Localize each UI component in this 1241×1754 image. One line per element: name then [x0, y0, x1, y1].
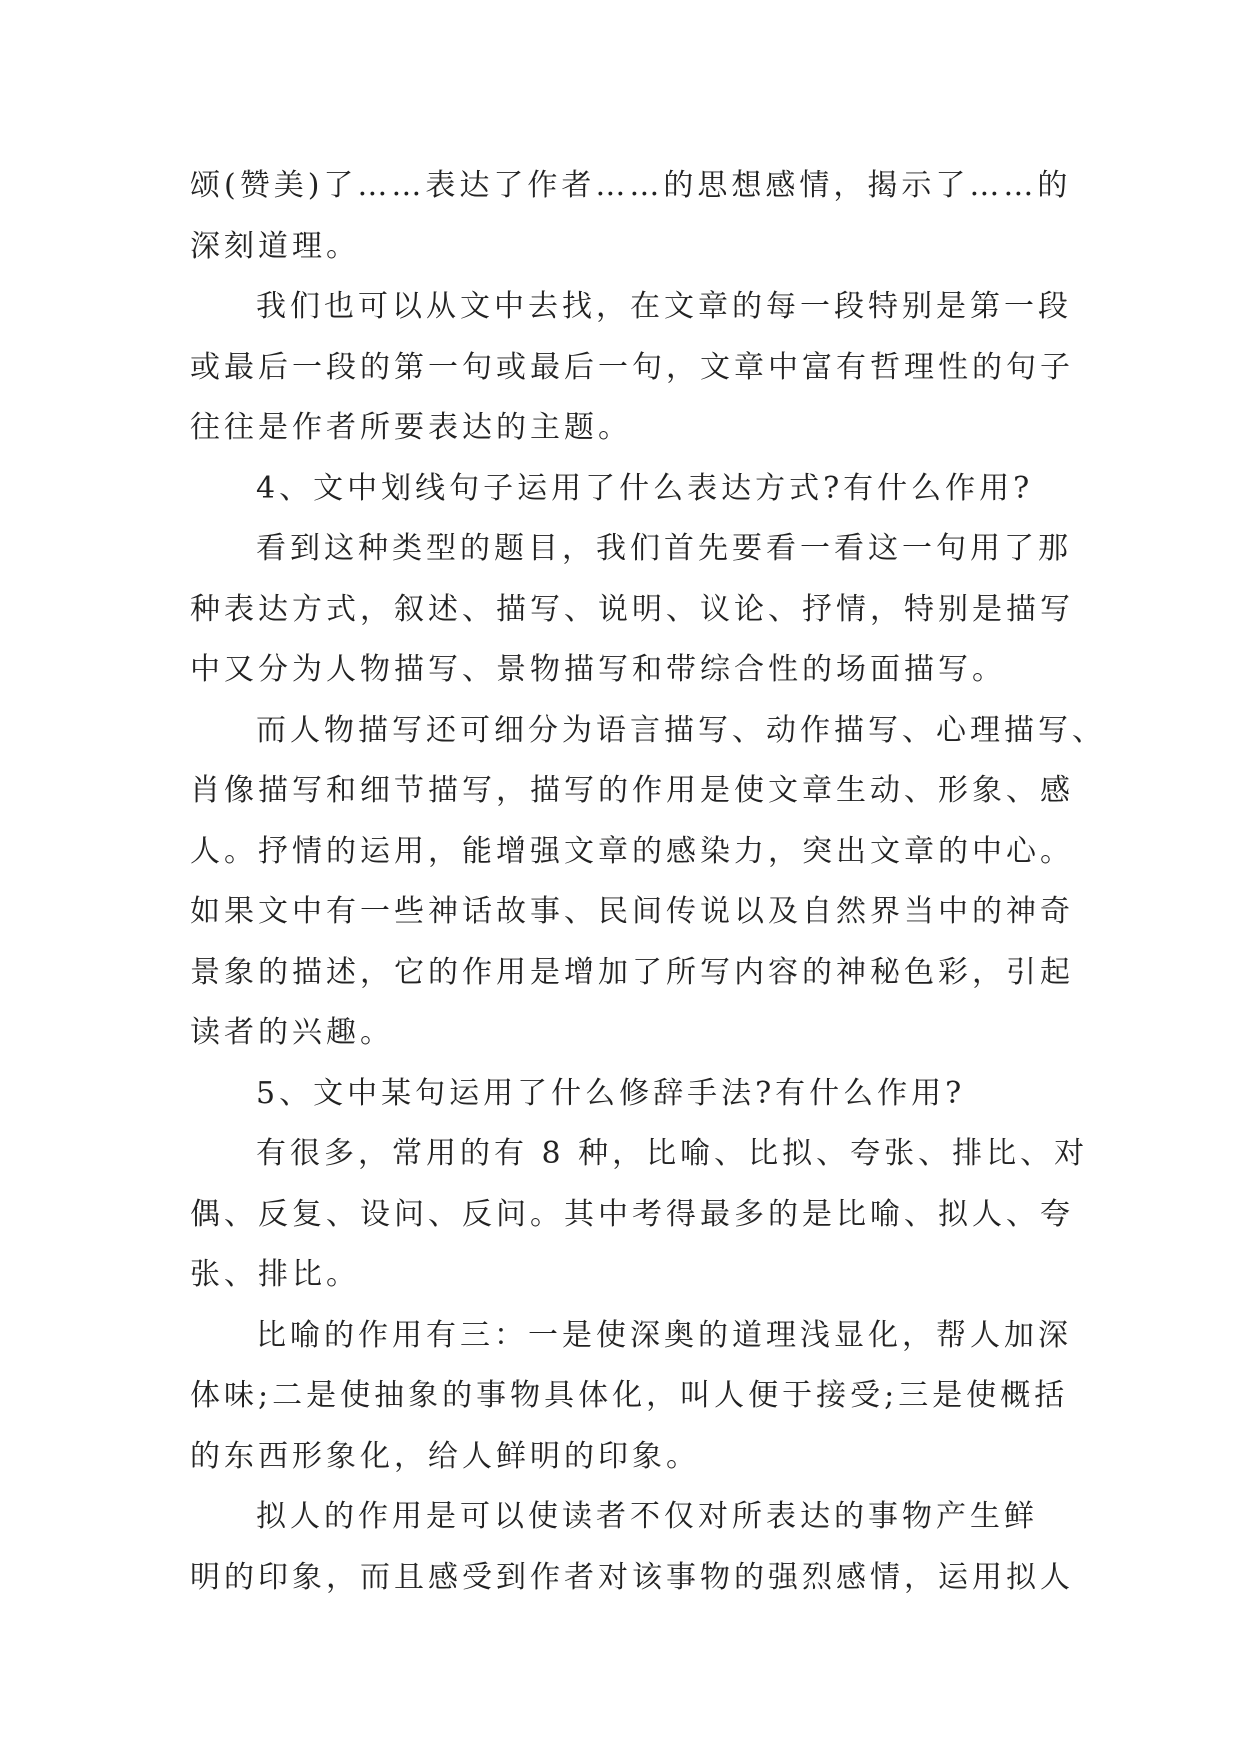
text-line: 如果文中有一些神话故事、民间传说以及自然界当中的神奇: [190, 894, 1074, 929]
text-line: 体味;二是使抽象的事物具体化，叫人便于接受;三是使概括: [190, 1378, 1069, 1413]
document-body: [190, 156, 1106, 1608]
text-line: 中又分为人物描写、景物描写和带综合性的场面描写。: [190, 652, 1006, 687]
text-line: 偶、反复、设问、反问。其中考得最多的是比喻、拟人、夸: [190, 1196, 1074, 1232]
text-line: 我们也可以从文中去找，在文章的每一段特别是第一段: [256, 289, 1072, 324]
text-line: 种表达方式，叙述、描写、说明、议论、抒情，特别是描写: [190, 591, 1074, 627]
text-line: 颂(赞美)了……表达了作者……的思想感情，揭示了……的: [190, 168, 1072, 203]
text-line: 往往是作者所要表达的主题。: [190, 410, 632, 445]
text-line: 读者的兴趣。: [190, 1015, 394, 1050]
question-heading: 5、文中某句运用了什么修辞手法?有什么作用?: [256, 1075, 966, 1111]
text-line: 人。抒情的运用，能增强文章的感染力，突出文章的中心。: [190, 833, 1074, 869]
text-line: 而人物描写还可细分为语言描写、动作描写、心理描写、: [256, 712, 1106, 748]
text-line: 景象的描述，它的作用是增加了所写内容的神秘色彩，引起: [190, 954, 1074, 990]
text-line: 有很多，常用的有 8 种，比喻、比拟、夸张、排比、对: [256, 1136, 1089, 1171]
text-line: 张、排比。: [190, 1257, 360, 1292]
text-line: 或最后一段的第一句或最后一句，文章中富有哲理性的句子: [190, 349, 1074, 385]
text-line: 明的印象，而且感受到作者对该事物的强烈感情，运用拟人: [190, 1559, 1074, 1595]
question-heading: 4、文中划线句子运用了什么表达方式?有什么作用?: [256, 470, 1034, 506]
text-line: 拟人的作用是可以使读者不仅对所表达的事物产生鲜: [256, 1499, 1038, 1534]
text-line: 看到这种类型的题目，我们首先要看一看这一句用了那: [256, 531, 1072, 566]
text-line: 肖像描写和细节描写，描写的作用是使文章生动、形象、感: [190, 773, 1074, 808]
text-line: 比喻的作用有三：一是使深奥的道理浅显化，帮人加深: [256, 1317, 1072, 1353]
text-line: 深刻道理。: [190, 228, 360, 264]
text-line: 的东西形象化，给人鲜明的印象。: [190, 1438, 700, 1474]
